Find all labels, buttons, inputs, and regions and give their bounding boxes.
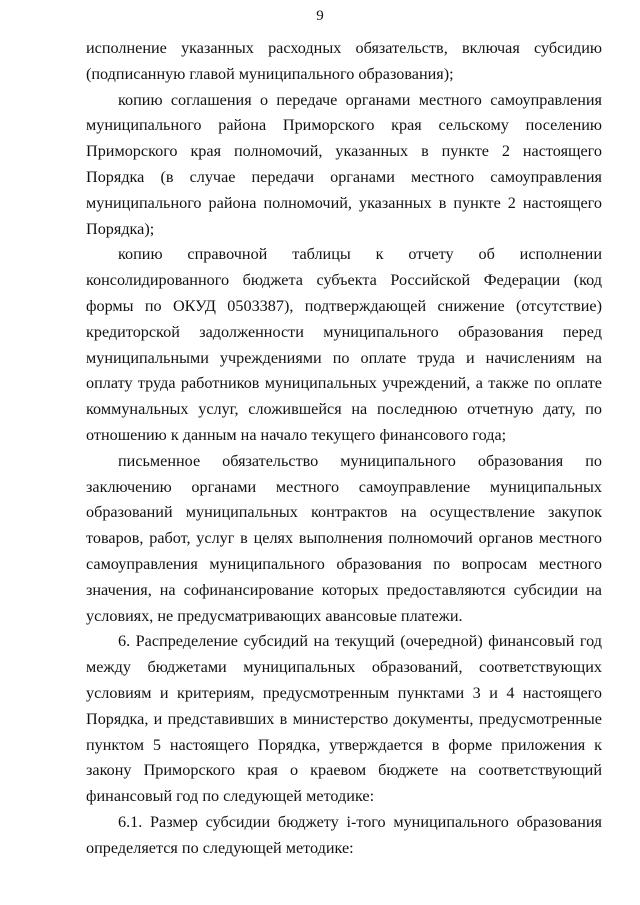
paragraph-written-obligation: письменное обязательство муниципального образования по заключению органами местного самоуправление муниципальных образований муниципальных контрактов на осуществление закупок товаров, работ, услуг в целях выполнения полномочий органов местного самоуправления муниципального образования по вопросам местного значения, на софинансирование которых предоставляются субсидии на условиях, не предусматривающих авансовые платежи.	[86, 451, 602, 625]
paragraph-reference-table-copy: копию справочной таблицы к отчету об исполнении консолидированного бюджета субъекта Российской Федерации (код формы по ОКУД 0503387), подтверждающей снижение (отсутствие) кредиторской задолженности муниципального образования перед муниципальными учреждениями по оплате труда и начислениям на оплату труда работников муниципальных учреждений, а также по оплате коммунальных услуг, сложившейся на последнюю отчетную дату, по отношению к данным на начало текущего финансового года;	[86, 245, 602, 444]
page-number: 9	[316, 8, 324, 24]
paragraph-agreement-copy: копию соглашения о передаче органами местного самоуправления муниципального района Приморского края сельскому поселению Приморского края полномочий, указанных в пункте 2 настоящего Порядка (в случае передачи органами местного самоуправления муниципального района полномочий, указанных в пункте 2 настоящего Порядка);	[86, 90, 602, 238]
document-body	[86, 36, 602, 862]
paragraph-continuation: исполнение указанных расходных обязательств, включая субсидию (подписанную главой муниципального образования);	[86, 39, 602, 83]
paragraph-section-6: 6. Распределение субсидий на текущий (очередной) финансовый год между бюджетами муниципальных образований, соответствующих условиям и критериям, предусмотренным пунктами 3 и 4 настоящего Порядка, и представивших в министерство документы, предусмотренные пунктом 5 настоящего Порядка, утверждается в форме приложения к закону Приморского края о краевом бюджете на соответствующий финансовый год по следующей методике:	[86, 632, 602, 806]
paragraph-section-6-1: 6.1. Размер субсидии бюджету i-того муниципального образования определяется по следующей методике:	[86, 812, 602, 857]
